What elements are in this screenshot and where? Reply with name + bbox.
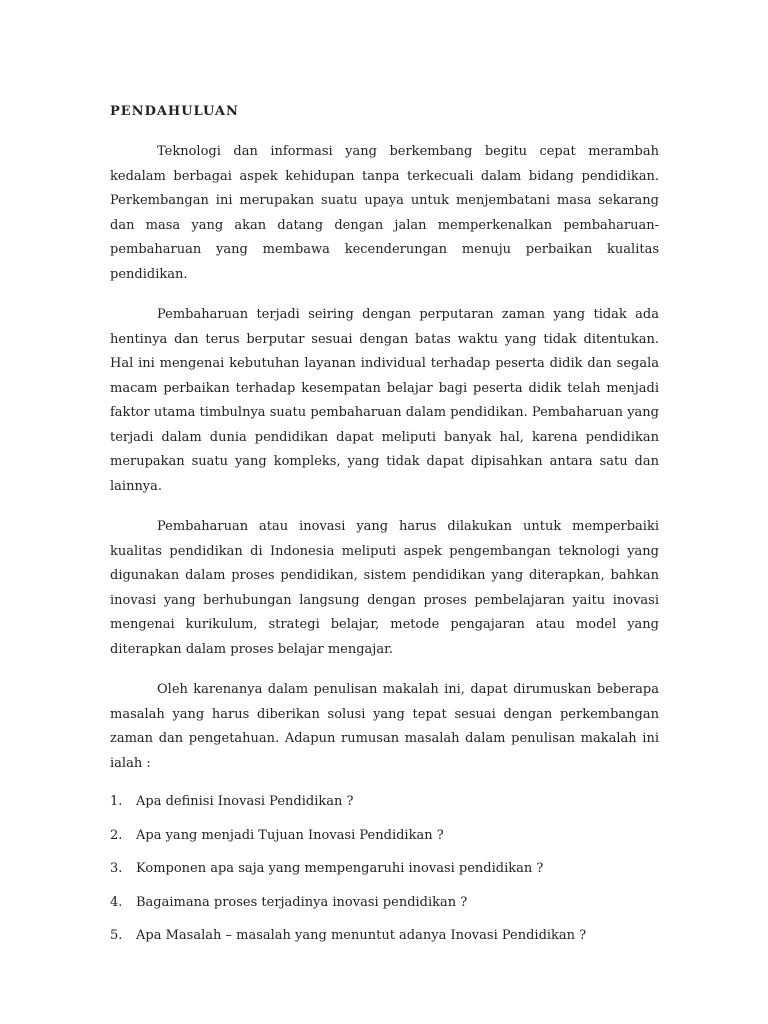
paragraph-3: Pembaharuan atau inovasi yang harus dilakukan untuk memperbaiki kualitas pendidikan di Indonesia meliputi aspek pengembangan teknologi yang digunakan dalam proses pendidikan, sistem pendidikan yang diterapkan, bahkan inovasi yang berhubungan langsung dengan proses pembelajaran yaitu inovasi mengenai kurikulum, strategi belajar, metode pengajaran atau model yang diterapkan dalam proses belajar mengajar. — [110, 519, 659, 657]
paragraph-4: Oleh karenanya dalam penulisan makalah ini, dapat dirumuskan beberapa masalah yang harus diberikan solusi yang tepat sesuai dengan perkembangan zaman dan pengetahuan. Adapun rumusan masalah dalam penulisan makalah ini ialah : — [110, 682, 659, 771]
list-item — [110, 792, 659, 812]
list-item-text: Apa Masalah – masalah yang menuntut adanya Inovasi Pendidikan ? — [136, 928, 587, 943]
list-item-number: 5. — [110, 928, 123, 943]
list-item-number: 4. — [110, 894, 123, 910]
paragraph-1: Teknologi dan informasi yang berkembang begitu cepat merambah kedalam berbagai aspek kehidupan tanpa terkecuali dalam bidang pendidikan. Perkembangan ini merupakan suatu upaya untuk menjembatani masa sekarang dan masa yang akan datang dengan jalan memperkenalkan pembaharuan-pembaharuan yang membawa kecenderungan menuju perbaikan kualitas pendidikan. — [110, 144, 659, 282]
list-item — [110, 926, 659, 946]
section-heading: PENDAHULUAN — [110, 104, 239, 119]
research-questions-list — [110, 792, 659, 946]
list-item-text: Apa yang menjadi Tujuan Inovasi Pendidikan ? — [136, 827, 444, 843]
list-item-number: 1. — [110, 794, 123, 809]
list-item — [110, 859, 659, 879]
document-page — [110, 102, 659, 960]
list-item — [110, 826, 659, 846]
list-item-text: Apa definisi Inovasi Pendidikan ? — [136, 794, 354, 809]
paragraph-2: Pembaharuan terjadi seiring dengan perputaran zaman yang tidak ada hentinya dan terus berputar sesuai dengan batas waktu yang tidak ditentukan. Hal ini mengenai kebutuhan layanan individual terhadap peserta didik dan segala macam perbaikan terhadap kesempatan belajar bagi peserta didik telah menjadi faktor utama timbulnya suatu pembaharuan dalam pendidikan. Pembaharuan yang terjadi dalam dunia pendidikan dapat meliputi banyak hal, karena pendidikan merupakan suatu yang kompleks, yang tidak dapat dipisahkan antara satu dan lainnya. — [110, 307, 659, 494]
list-item-number: 2. — [110, 827, 123, 843]
list-item — [110, 893, 659, 913]
list-item-number: 3. — [110, 861, 123, 876]
list-item-text: Bagaimana proses terjadinya inovasi pendidikan ? — [136, 894, 468, 910]
list-item-text: Komponen apa saja yang mempengaruhi inovasi pendidikan ? — [136, 861, 544, 876]
